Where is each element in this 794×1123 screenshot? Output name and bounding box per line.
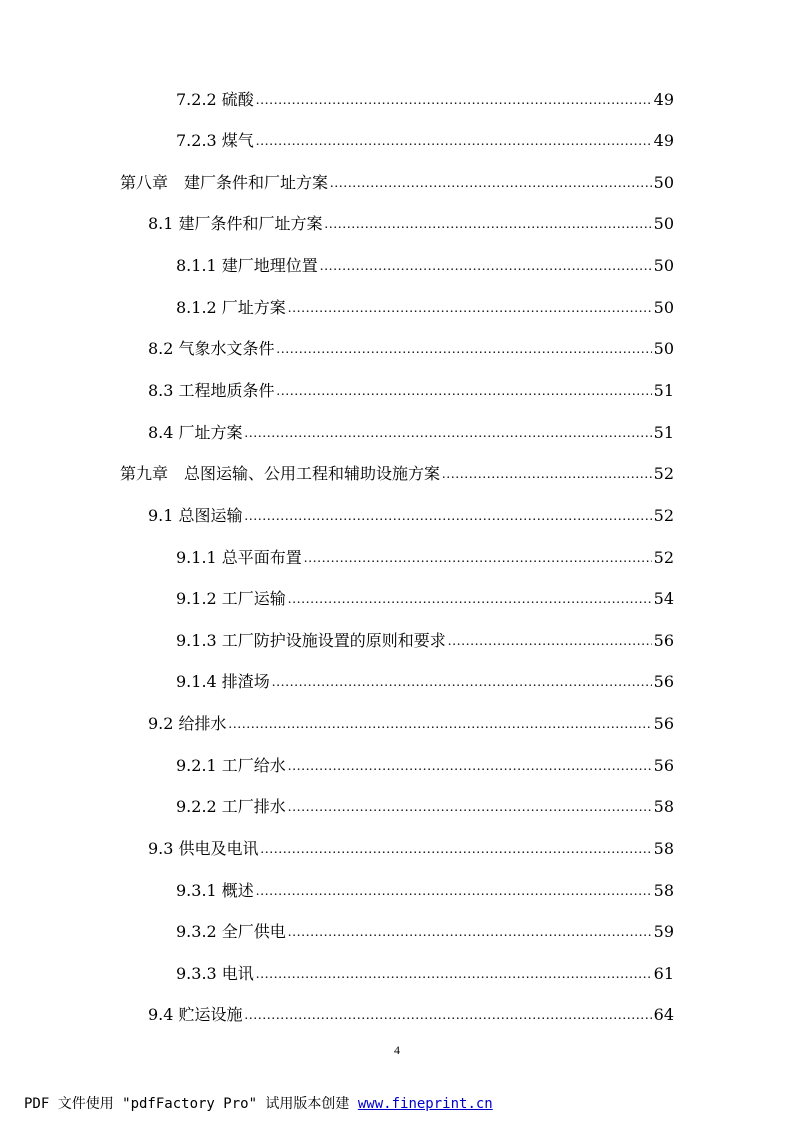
toc-entry-title: 9.1 总图运输 xyxy=(148,506,243,525)
toc-leader-dots xyxy=(442,466,652,484)
toc-entry-page: 59 xyxy=(653,922,674,941)
toc-entry-page: 50 xyxy=(653,214,674,233)
toc-entry-page: 49 xyxy=(653,90,674,109)
toc-leader-dots xyxy=(245,1007,652,1025)
toc-entry xyxy=(148,1001,674,1025)
toc-entry-title: 8.1.2 厂址方案 xyxy=(176,298,286,317)
toc-entry xyxy=(176,294,674,318)
toc-entry-title: 9.1.3 工厂防护设施设置的原则和要求 xyxy=(176,631,446,650)
toc-entry-page: 56 xyxy=(653,631,674,650)
toc-entry-page: 58 xyxy=(653,797,674,816)
toc-entry-page: 58 xyxy=(653,881,674,900)
toc-leader-dots xyxy=(277,341,652,359)
toc-entry xyxy=(176,918,674,942)
toc-entry-title: 9.1.4 排渣场 xyxy=(176,672,270,691)
toc-entry xyxy=(176,86,674,110)
toc-entry-title: 8.4 厂址方案 xyxy=(148,423,243,442)
toc-leader-dots xyxy=(272,674,652,692)
toc-entry-page: 54 xyxy=(653,589,674,608)
toc-entry xyxy=(176,127,674,151)
toc-leader-dots xyxy=(261,841,652,859)
pdf-footer xyxy=(24,1093,493,1113)
toc-leader-dots xyxy=(256,966,652,984)
toc-entry-page: 51 xyxy=(653,381,674,400)
toc-entry-page: 52 xyxy=(653,464,674,483)
toc-entry-title: 9.1.1 总平面布置 xyxy=(176,548,302,567)
toc-entry xyxy=(148,419,674,443)
toc-entry-title: 7.2.3 煤气 xyxy=(176,131,254,150)
toc-entry xyxy=(176,627,674,651)
toc-leader-dots xyxy=(304,550,652,568)
toc-leader-dots xyxy=(330,175,652,193)
toc-entry-page: 61 xyxy=(653,964,674,983)
toc-entry-title: 8.1 建厂条件和厂址方案 xyxy=(148,214,323,233)
toc-leader-dots xyxy=(245,425,652,443)
toc-entry-title: 9.3.3 电讯 xyxy=(176,964,254,983)
toc-entry-title: 8.1.1 建厂地理位置 xyxy=(176,256,318,275)
toc-entry-page: 52 xyxy=(653,548,674,567)
toc-entry xyxy=(176,960,674,984)
toc-leader-dots xyxy=(288,300,652,318)
toc-entry-page: 56 xyxy=(653,714,674,733)
toc-leader-dots xyxy=(256,92,652,110)
toc-entry-title: 第九章 总图运输、公用工程和辅助设施方案 xyxy=(120,464,441,483)
toc-leader-dots xyxy=(288,799,652,817)
toc-entry xyxy=(120,169,674,193)
toc-entry-page: 56 xyxy=(653,756,674,775)
toc-entry xyxy=(148,210,674,234)
toc-entry-page: 50 xyxy=(653,339,674,358)
toc-leader-dots xyxy=(256,883,652,901)
toc-entry-page: 64 xyxy=(653,1005,674,1024)
toc-entry-title: 9.3.2 全厂供电 xyxy=(176,922,286,941)
toc-leader-dots xyxy=(288,758,652,776)
page-number: 4 xyxy=(394,1043,400,1057)
toc-entry-page: 50 xyxy=(653,298,674,317)
toc-entry-title: 9.3.1 概述 xyxy=(176,881,254,900)
toc-entry-title: 第八章 建厂条件和厂址方案 xyxy=(120,173,329,192)
footer-text: PDF 文件使用 "pdfFactory Pro" 试用版本创建 xyxy=(24,1096,358,1112)
toc-entry-page: 52 xyxy=(653,506,674,525)
toc-entry xyxy=(176,544,674,568)
toc-entry xyxy=(176,585,674,609)
toc-entry xyxy=(176,252,674,276)
toc-entry-title: 9.2.2 工厂排水 xyxy=(176,797,286,816)
toc-leader-dots xyxy=(448,633,652,651)
toc-entry xyxy=(148,502,674,526)
toc-entry xyxy=(148,335,674,359)
toc-leader-dots xyxy=(245,508,652,526)
toc-entry xyxy=(148,710,674,734)
toc-entry xyxy=(176,793,674,817)
toc-leader-dots xyxy=(288,924,652,942)
toc-entry-page: 51 xyxy=(653,423,674,442)
toc-entry-title: 9.4 贮运设施 xyxy=(148,1005,243,1024)
toc-entry-page: 50 xyxy=(653,173,674,192)
toc-entry-title: 9.1.2 工厂运输 xyxy=(176,589,286,608)
toc-entry xyxy=(148,377,674,401)
toc-entry xyxy=(176,752,674,776)
toc-entry-title: 9.3 供电及电讯 xyxy=(148,839,259,858)
toc-leader-dots xyxy=(325,216,652,234)
toc-leader-dots xyxy=(277,383,652,401)
toc-entry-title: 7.2.2 硫酸 xyxy=(176,90,254,109)
toc-entry-page: 49 xyxy=(653,131,674,150)
toc-entry-title: 9.2.1 工厂给水 xyxy=(176,756,286,775)
toc-leader-dots xyxy=(288,591,652,609)
toc-entry xyxy=(148,835,674,859)
toc-leader-dots xyxy=(320,258,652,276)
toc-entry-title: 9.2 给排水 xyxy=(148,714,227,733)
footer-link[interactable]: www.fineprint.cn xyxy=(357,1096,493,1112)
toc-leader-dots xyxy=(229,716,652,734)
toc-entry-page: 56 xyxy=(653,672,674,691)
toc-entry-page: 50 xyxy=(653,256,674,275)
toc-leader-dots xyxy=(256,133,652,151)
toc-entry-title: 8.2 气象水文条件 xyxy=(148,339,275,358)
toc-entry-title: 8.3 工程地质条件 xyxy=(148,381,275,400)
toc-entry xyxy=(176,668,674,692)
toc-entry xyxy=(120,460,674,484)
toc-entry-page: 58 xyxy=(653,839,674,858)
toc-entry xyxy=(176,877,674,901)
